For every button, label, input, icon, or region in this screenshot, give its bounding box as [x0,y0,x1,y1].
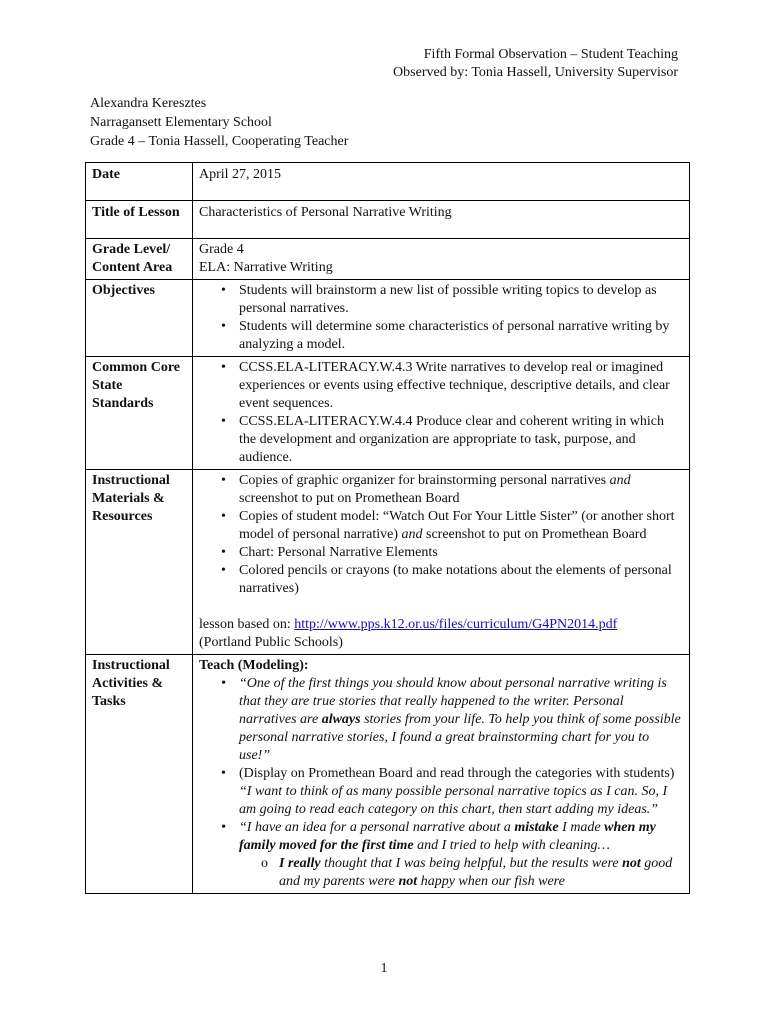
author-info [90,94,348,151]
activity-text: I made [558,820,605,835]
activity-text: stories from your life. To help you think of some possible personal narrative stories, I found a great brainstorming chart for you to use!” [239,712,681,763]
material-text: Copies of student model: “Watch Out For Your Little Sister” (or another short model of personal narrative) [239,509,675,542]
spacer [199,598,683,616]
activity-emphasis: I really [279,856,321,871]
objectives-label: Objectives [86,280,193,357]
activity-subitem [279,855,683,891]
title-value: Characteristics of Personal Narrative Writing [193,201,690,239]
standard-item: • CCSS.ELA-LITERACY.W.4.4 Produce clear and coherent writing in which the development and organization are appropriate to task, purpose, and audience. [239,413,683,467]
activity-text: happy when our fish were [417,874,565,889]
activity-text: good and my parents were [279,856,673,889]
lesson-source [199,616,683,634]
material-item: • Chart: Personal Narrative Elements [239,544,683,562]
grade-value-line2: ELA: Narrative Writing [199,260,333,275]
objective-item: • Students will brainstorm a new list of possible writing topics to develop as personal narratives. [239,282,683,318]
date-label: Date [86,163,193,201]
activity-item [239,819,683,891]
materials-value [193,470,690,655]
objective-item: • Students will determine some characteristics of personal narrative writing by analyzing a model. [239,318,683,354]
row-date [86,163,690,201]
grade-label-line2: Content Area [92,260,173,275]
activity-text: and I tried to help with cleaning… [413,838,610,853]
grade-label [86,239,193,280]
standards-list [199,359,683,467]
activity-item [239,765,683,819]
grade-value-line1: Grade 4 [199,242,244,257]
activity-emphasis: not [398,874,418,889]
activities-list [199,675,683,891]
activity-text: thought that I was being helpful, but the results were [320,856,623,871]
materials-label: Instructional Materials & Resources [86,470,193,655]
source-label: lesson based on: [199,617,295,632]
date-value: April 27, 2015 [193,163,690,201]
material-item: • Colored pencils or crayons (to make notations about the elements of personal narratives) [239,562,683,598]
activity-emphasis: mistake [514,820,559,835]
row-grade [86,239,690,280]
curriculum-link[interactable]: http://www.pps.k12.or.us/files/curriculum/G4PN2014.pdf [294,617,618,632]
standard-item: • CCSS.ELA-LITERACY.W.4.3 Write narratives to develop real or imagined experiences or events using effective technique, descriptive details, and clear event sequences. [239,359,683,413]
grade-teacher: Grade 4 – Tonia Hassell, Cooperating Teacher [90,134,349,149]
activities-heading: Teach (Modeling): [199,658,309,673]
header-observer: Observed by: Tonia Hassell, University Supervisor [393,65,678,80]
activity-emphasis: when my family moved for the first time [239,820,656,853]
activity-emphasis: not [622,856,641,871]
header-title: Fifth Formal Observation – Student Teaching [423,47,678,62]
lesson-plan-table [85,162,690,894]
row-activities [86,655,690,894]
activity-sublist [239,855,683,891]
school-name: Narragansett Elementary School [90,115,272,130]
title-label: Title of Lesson [86,201,193,239]
material-text: Copies of graphic organizer for brainstorming personal narratives [239,473,610,488]
activities-label: Instructional Activities & Tasks [86,655,193,894]
objectives-list [199,282,683,354]
materials-list [199,472,683,598]
row-objectives [86,280,690,357]
row-title [86,201,690,239]
row-materials [86,470,690,655]
material-item [239,472,683,508]
activity-item [239,675,683,765]
grade-label-line1: Grade Level/ [92,242,171,257]
activity-text: (Display on Promethean Board and read through the categories with students) [239,766,675,781]
row-standards [86,357,690,470]
material-text: screenshot to put on Promethean Board [239,491,460,506]
standards-label: Common Core State Standards [86,357,193,470]
activity-emphasis: always [321,712,361,727]
objectives-value [193,280,690,357]
page-number: 1 [380,961,388,976]
source-org: (Portland Public Schools) [199,635,343,650]
document-header [393,46,678,82]
material-and: and [609,473,631,488]
activities-value [193,655,690,894]
material-text: screenshot to put on Promethean Board [422,527,647,542]
activity-text: “I have an idea for a personal narrative about a [239,820,515,835]
material-item [239,508,683,544]
grade-value [193,239,690,280]
standards-value [193,357,690,470]
author-name: Alexandra Keresztes [90,96,207,111]
activity-quote: “I want to think of as many possible personal narrative topics as I can. So, I am going to read each category on this chart, then start adding my ideas.” [239,784,668,817]
material-and: and [401,527,423,542]
activity-text: “One of the first things you should know about personal narrative writing is that they are true stories that really happened to the writer. Personal narratives are [239,676,667,727]
